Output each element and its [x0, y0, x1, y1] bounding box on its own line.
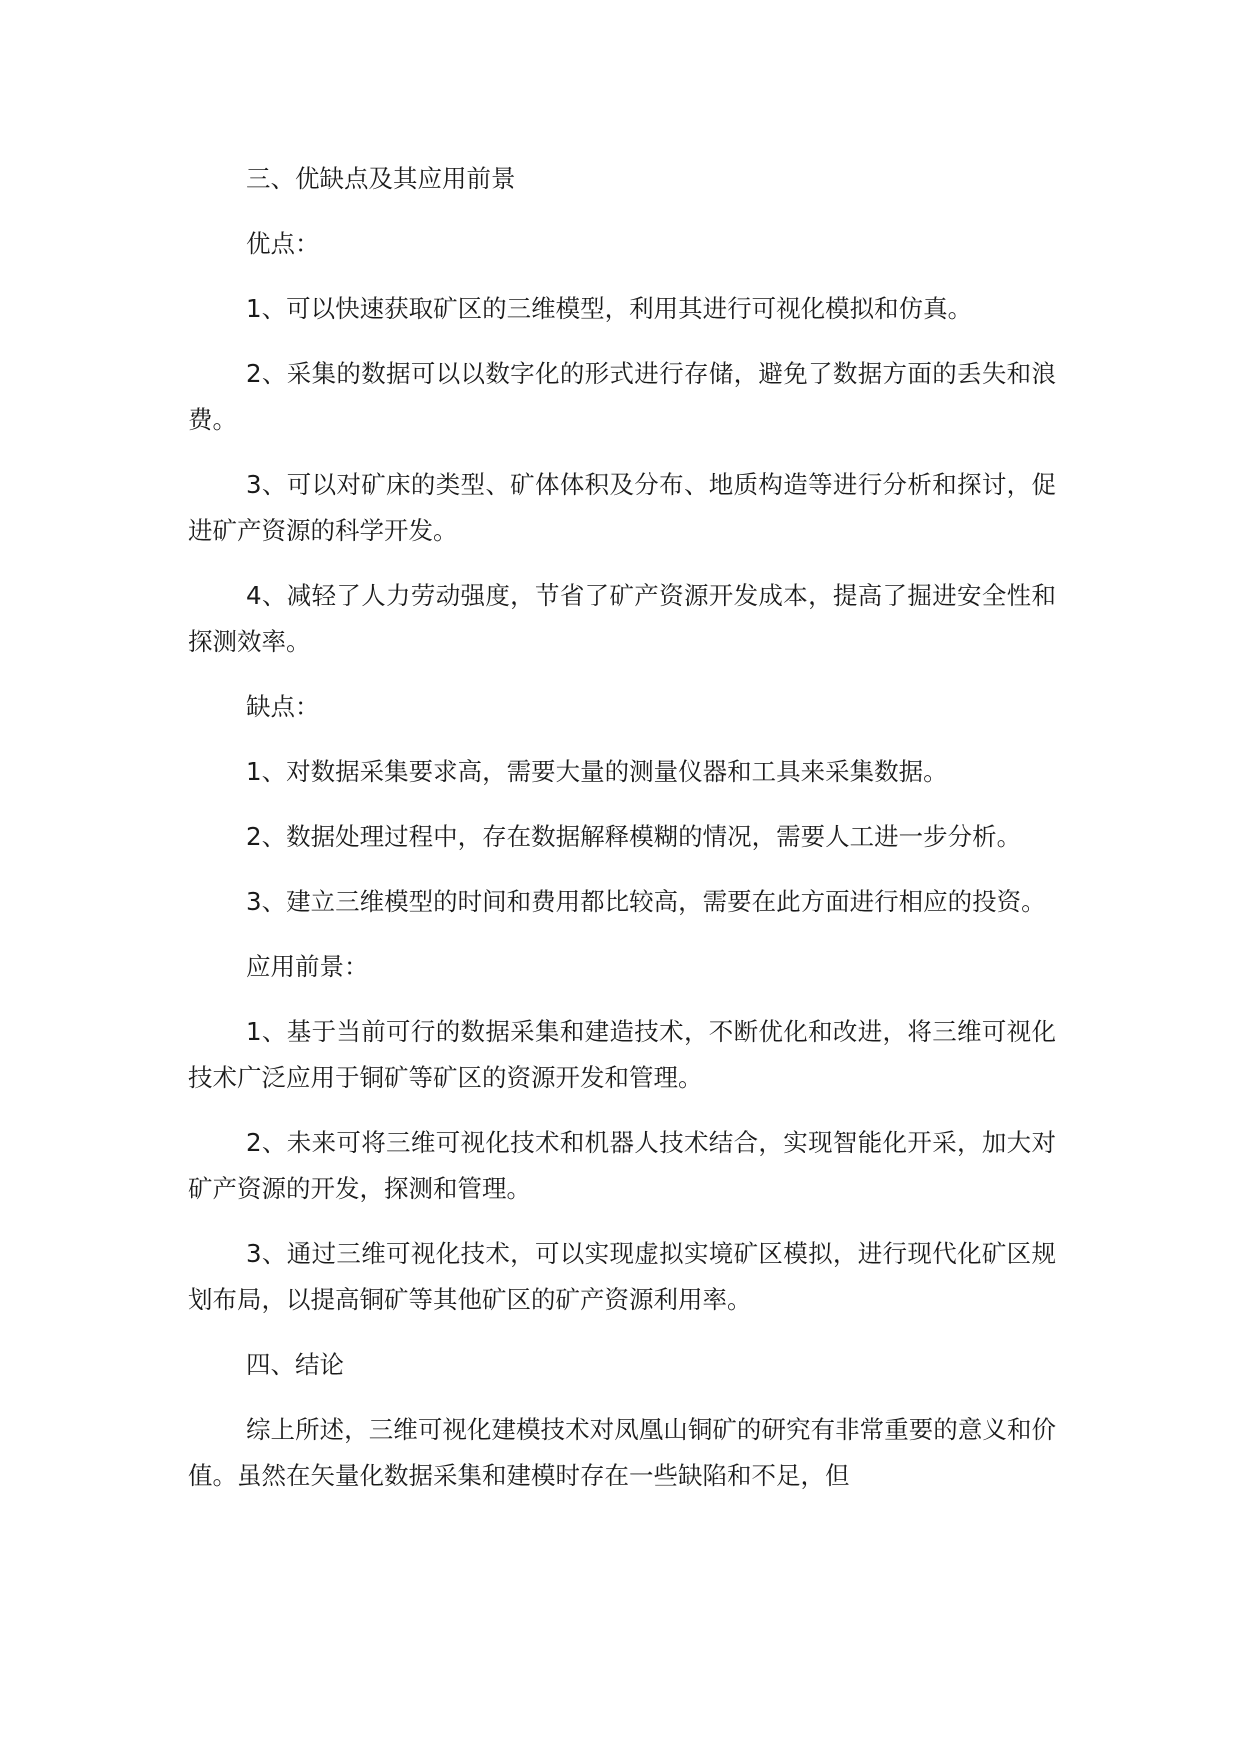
paragraph: 3、建立三维模型的时间和费用都比较高，需要在此方面进行相应的投资。 — [246, 887, 1046, 916]
subheading-pros: 优点： — [246, 229, 320, 258]
paragraph: 1、基于当前可行的数据采集和建造技术，不断优化和改进，将三维可视化技术广泛应用于铜矿等矿区的资源开发和管理。 — [188, 1017, 1056, 1092]
section-heading-conclusion: 四、结论 — [246, 1350, 344, 1379]
paragraph: 综上所述，三维可视化建模技术对凤凰山铜矿的研究有非常重要的意义和价值。虽然在矢量化数据采集和建模时存在一些缺陷和不足，但 — [188, 1415, 1056, 1490]
document-body — [188, 156, 1056, 1518]
paragraph: 2、数据处理过程中，存在数据解释模糊的情况，需要人工进一步分析。 — [246, 822, 1022, 851]
subheading-prospects: 应用前景： — [246, 952, 369, 981]
paragraph: 1、可以快速获取矿区的三维模型，利用其进行可视化模拟和仿真。 — [246, 294, 973, 323]
paragraph: 3、通过三维可视化技术，可以实现虚拟实境矿区模拟，进行现代化矿区规划布局，以提高铜矿等其他矿区的矿产资源利用率。 — [188, 1239, 1056, 1314]
paragraph: 3、可以对矿床的类型、矿体体积及分布、地质构造等进行分析和探讨，促进矿产资源的科学开发。 — [188, 470, 1056, 545]
subheading-cons: 缺点： — [246, 692, 320, 721]
paragraph: 1、对数据采集要求高，需要大量的测量仪器和工具来采集数据。 — [246, 757, 948, 786]
paragraph: 2、采集的数据可以以数字化的形式进行存储，避免了数据方面的丢失和浪费。 — [188, 359, 1056, 434]
section-heading-advantages: 三、优缺点及其应用前景 — [246, 164, 516, 193]
paragraph: 4、减轻了人力劳动强度，节省了矿产资源开发成本，提高了掘进安全性和探测效率。 — [188, 581, 1056, 656]
paragraph: 2、未来可将三维可视化技术和机器人技术结合，实现智能化开采，加大对矿产资源的开发，探测和管理。 — [188, 1128, 1056, 1203]
